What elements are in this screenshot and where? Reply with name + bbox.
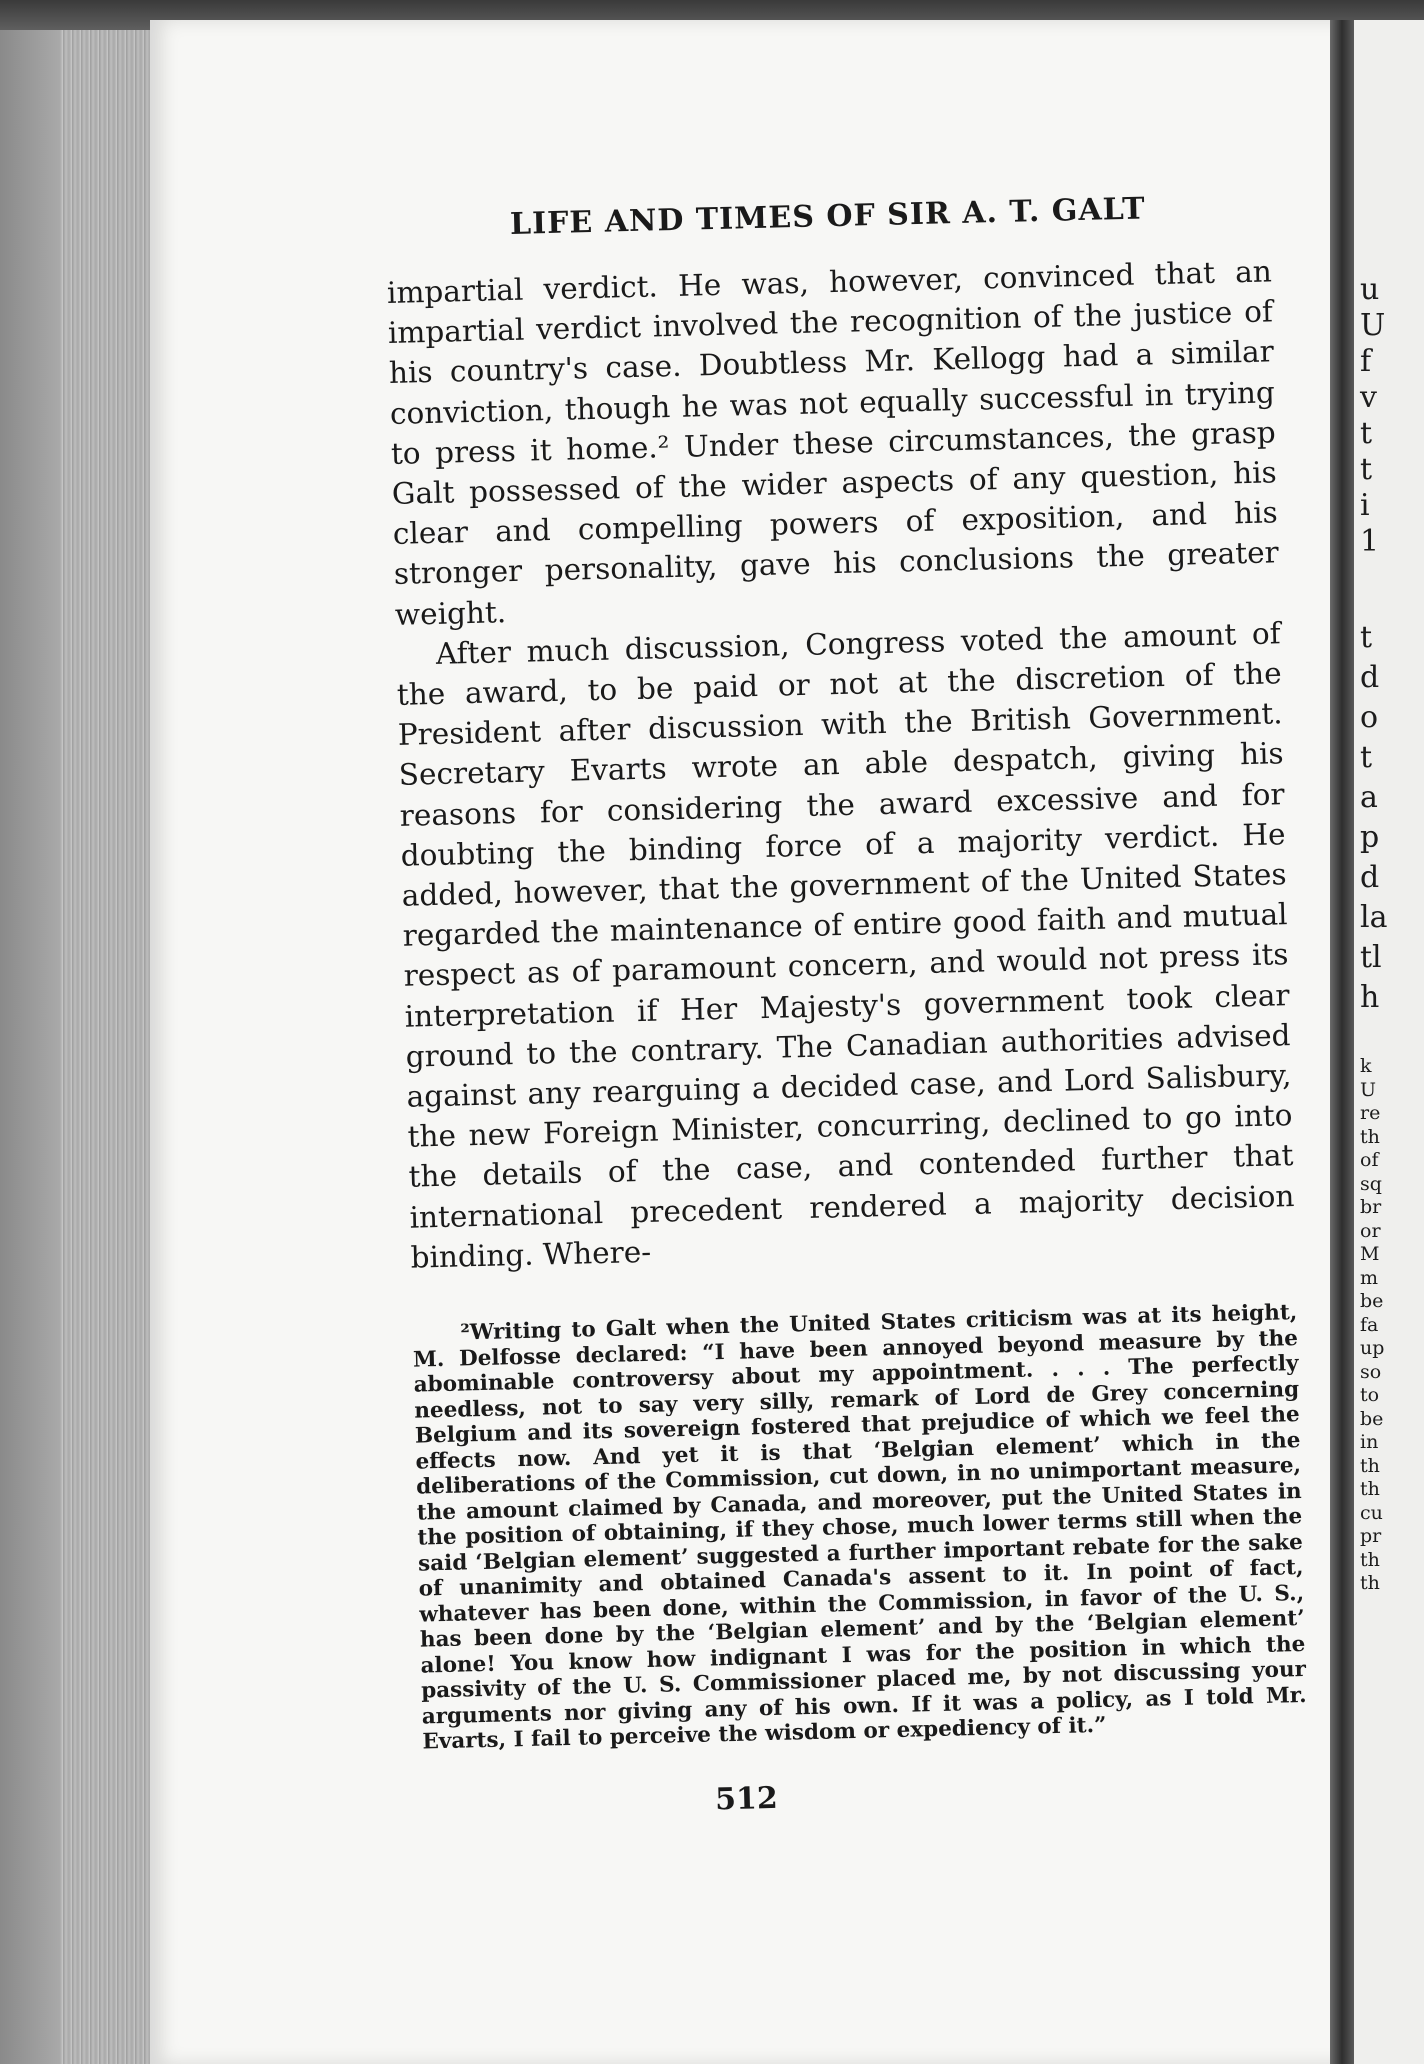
facing-page-fragment: M (1360, 1243, 1380, 1265)
facing-page-fragment: so (1360, 1360, 1382, 1383)
facing-page-fragment: cu (1360, 1501, 1383, 1524)
facing-page-fragment: u (1360, 272, 1380, 307)
facing-page-fragment: la (1360, 900, 1388, 935)
facing-page-fragment: m (1360, 1266, 1379, 1289)
facing-page-fragment: f (1360, 344, 1372, 379)
facing-page-fragment: th (1360, 1548, 1380, 1571)
page-number: 512 (714, 1780, 779, 1817)
facing-page-fragment: t (1360, 452, 1373, 487)
facing-page-fragment: of (1360, 1149, 1379, 1171)
book-edge-shadow (0, 30, 60, 2064)
running-head: LIFE AND TIMES OF SIR A. T. GALT (509, 191, 1147, 242)
footnote: ²Writing to Galt when the United States criticism was at its height, M. Delfosse declared: “I have been annoyed beyond measure by the abominable controversy about my appointment. . . . The perfectly needless, not to say very silly, remark of Lord de Grey concerning Belgium and its sovereign fostered that prejudice of which we feel the effects now. And yet it is that ‘Belgian element’ which in the deliberations of the Commission, cut down, in no unimportant measure, the amount claimed by Canada, and moreover, put the United States in the position of obtaining, if they chose, much lower terms still when the said ‘Belgian element’ suggested a further important rebate for the sake of unanimity and obtained Canada's assent to it. In point of fact, whatever has been done, within the Commission, in favor of the U. S., has been done by the ‘Belgian element’ and by the ‘Belgian element’ alone! You know how indignant I was for the position in which the passivity of the U. S. Commissioner placed me, by not discussing your arguments nor giving any of his own. If it was a policy, as I told Mr. Evarts, I fail to perceive the wisdom or expediency of it.” (412, 1300, 1307, 1755)
body-text (387, 251, 1296, 1277)
facing-page-fragment: p (1360, 820, 1380, 855)
facing-page-fragment: d (1360, 860, 1380, 895)
facing-page-fragment: in (1360, 1431, 1379, 1453)
facing-page-fragment: re (1360, 1102, 1381, 1124)
paragraph: impartial verdict. He was, however, convinced that an impartial verdict involved the recognition of the justice of his country's case. Doubtless Mr. Kellogg had a similar conviction, though he was not equally successful in trying to press it home.² Under these circumstances, the grasp Galt possessed of the wider aspects of any question, his clear and compelling powers of exposition, and his stronger personality, gave his conclusions the greater weight. (386, 254, 1280, 632)
facing-page-fragment: h (1360, 980, 1380, 1015)
facing-page-fragment: tl (1360, 940, 1382, 975)
facing-page-fragment: t (1360, 620, 1373, 655)
facing-page-fragment: or (1360, 1219, 1381, 1242)
facing-page-fragment: v (1360, 380, 1377, 415)
facing-page-fragment: th (1360, 1478, 1380, 1500)
facing-page-fragment: 1 (1360, 524, 1380, 559)
facing-page-fragment: a (1360, 780, 1378, 815)
facing-page-fragment: U (1360, 308, 1386, 343)
facing-page-fragment: U (1360, 1078, 1377, 1101)
facing-page-fragment: to (1360, 1384, 1380, 1406)
book-gutter (1330, 20, 1354, 2064)
facing-page-fragment: pr (1360, 1525, 1382, 1547)
facing-page-fragment: be (1360, 1290, 1384, 1312)
facing-page-fragment: be (1360, 1407, 1384, 1430)
paragraph: After much discussion, Congress voted the amount of the award, to be paid or not at the discretion of the President after discussion with the British Government. Secretary Evarts wrote an able despatch, giving his reasons for considering the award excessive and for doubting the binding force of a majority verdict. He added, however, that the government of the United States regarded the maintenance of entire good faith and mutual respect as of paramount concern, and would not press its interpretation if Her Majesty's government took clear ground to the contrary. The Canadian authorities advised against any rearguing a decided case, and Lord Salisbury, the new Foreign Minister, concurring, declined to go into the details of the case, and contended further that international precedent rendered a majority decision binding. Where- (396, 616, 1295, 1275)
facing-page-fragment: o (1360, 700, 1379, 735)
facing-page-fragment: th (1360, 1454, 1380, 1477)
facing-page-fragment: up (1360, 1337, 1385, 1359)
facing-page-fragment: d (1360, 660, 1380, 695)
facing-page-fragment: br (1360, 1196, 1382, 1218)
facing-page-fragment: i (1360, 488, 1370, 523)
facing-page-fragment: t (1360, 416, 1373, 451)
facing-page-fragment: t (1360, 740, 1373, 775)
facing-page (1354, 20, 1424, 2064)
facing-page-fragment: th (1360, 1572, 1380, 1594)
facing-page-fragment: sq (1360, 1172, 1382, 1195)
facing-page-fragment: fa (1360, 1313, 1379, 1336)
facing-page-fragment: th (1360, 1125, 1380, 1148)
page-content (385, 188, 1309, 1824)
facing-page-fragment: k (1360, 1055, 1372, 1077)
